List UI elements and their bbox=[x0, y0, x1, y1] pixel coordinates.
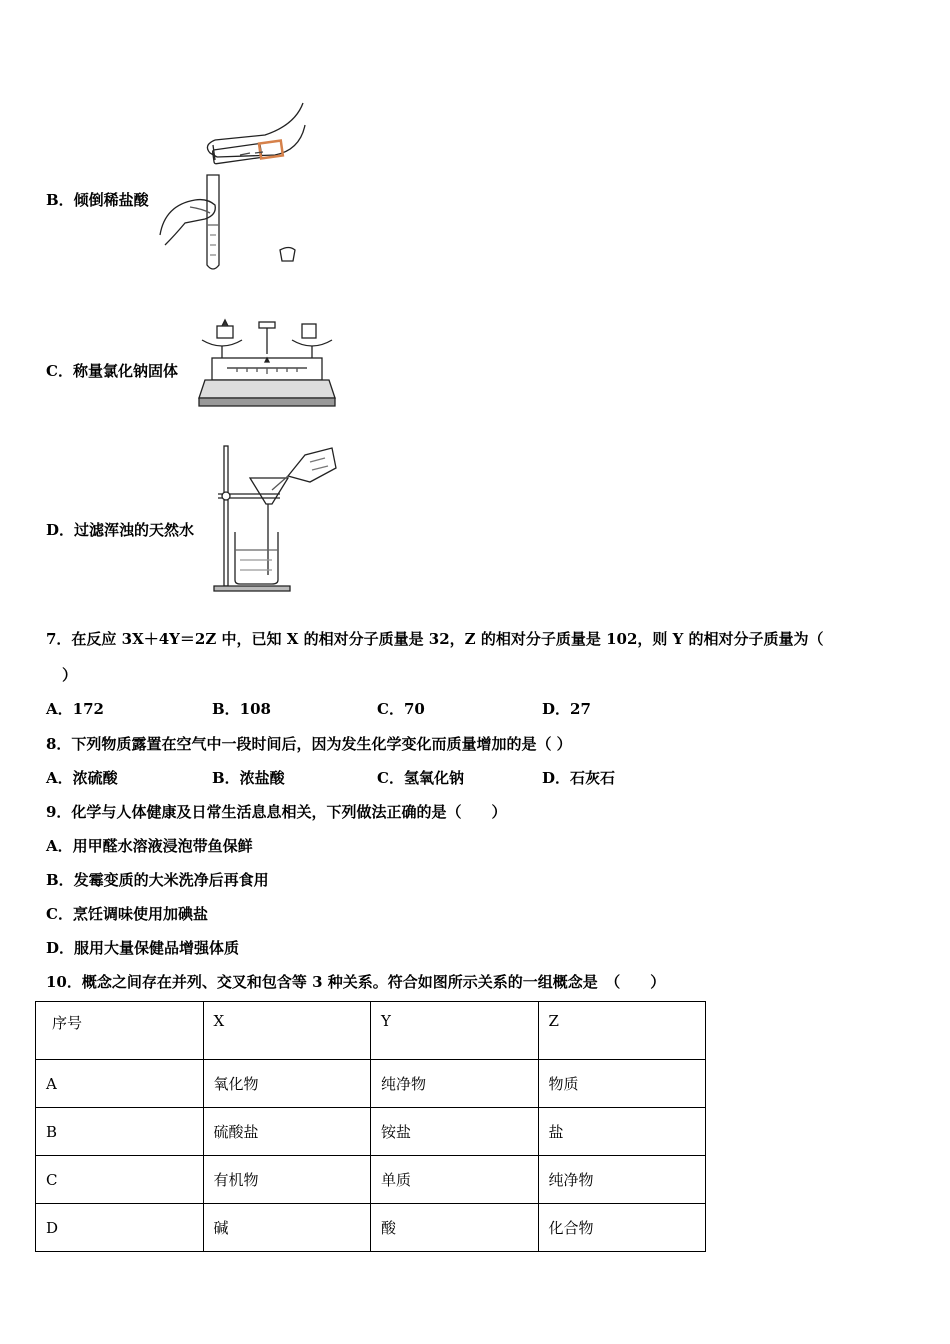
question-8-option-d: D．石灰石 bbox=[542, 769, 616, 787]
question-9-option-d: D．服用大量保健品增强体质 bbox=[46, 939, 240, 957]
table-cell: D bbox=[36, 1204, 204, 1252]
table-cell: 有机物 bbox=[203, 1156, 371, 1204]
table-cell: C bbox=[36, 1156, 204, 1204]
table-cell: 物质 bbox=[538, 1060, 706, 1108]
balance-illustration bbox=[197, 318, 337, 410]
question-8-option-b: B．浓盐酸 bbox=[212, 769, 285, 787]
table-cell: 化合物 bbox=[538, 1204, 706, 1252]
table-header-cell: Z bbox=[538, 1002, 706, 1060]
question-9-option-c: C．烹饪调味使用加碘盐 bbox=[46, 905, 208, 923]
table-cell: 硫酸盐 bbox=[203, 1108, 371, 1156]
question-7-option-a: A．172 bbox=[46, 700, 104, 718]
table-header-row bbox=[36, 1002, 706, 1060]
table-header-cell: X bbox=[203, 1002, 371, 1060]
question-9-option-a: A．用甲醛水溶液浸泡带鱼保鲜 bbox=[46, 837, 253, 855]
question-7-option-d: D．27 bbox=[542, 700, 591, 718]
table-cell: 氧化物 bbox=[203, 1060, 371, 1108]
question-9-option-b: B．发霉变质的大米洗净后再食用 bbox=[46, 871, 269, 889]
table-cell: 纯净物 bbox=[371, 1060, 539, 1108]
question-7-option-c: C．70 bbox=[377, 700, 425, 718]
question-10-stem: 10．概念之间存在并列、交叉和包含等 3 种关系。符合如图所示关系的一组概念是 （ ） bbox=[46, 973, 666, 991]
question-7-stem-end: ） bbox=[62, 666, 78, 684]
question-8-option-c: C．氢氧化钠 bbox=[377, 769, 464, 787]
question-9-stem: 9．化学与人体健康及日常生活息息相关，下列做法正确的是（ ） bbox=[46, 803, 507, 821]
table-header-cell: 序号 bbox=[36, 1002, 204, 1060]
option-d-label: D．过滤浑浊的天然水 bbox=[46, 521, 195, 539]
question-7-option-b: B．108 bbox=[212, 700, 271, 718]
table-cell: 纯净物 bbox=[538, 1156, 706, 1204]
table-row bbox=[36, 1156, 706, 1204]
table-row bbox=[36, 1204, 706, 1252]
table-cell: 碱 bbox=[203, 1204, 371, 1252]
table-header-cell: Y bbox=[371, 1002, 539, 1060]
concept-table bbox=[35, 1001, 706, 1252]
pouring-acid-illustration bbox=[155, 95, 320, 275]
table-row bbox=[36, 1060, 706, 1108]
filtration-illustration bbox=[210, 440, 338, 592]
option-c-label: C．称量氯化钠固体 bbox=[46, 362, 178, 380]
question-8-stem: 8．下列物质露置在空气中一段时间后，因为发生化学变化而质量增加的是（ ） bbox=[46, 735, 572, 753]
table-cell: 铵盐 bbox=[371, 1108, 539, 1156]
question-7-stem: 7．在反应 3X＋4Y＝2Z 中，已知 X 的相对分子质量是 32，Z 的相对分子质量是 102，则 Y 的相对分子质量为（ bbox=[46, 630, 824, 648]
question-8-option-a: A．浓硫酸 bbox=[46, 769, 118, 787]
table-cell: 盐 bbox=[538, 1108, 706, 1156]
table-cell: 单质 bbox=[371, 1156, 539, 1204]
table-row bbox=[36, 1108, 706, 1156]
table-cell: A bbox=[36, 1060, 204, 1108]
table-cell: B bbox=[36, 1108, 204, 1156]
option-b-label: B．倾倒稀盐酸 bbox=[46, 191, 149, 209]
table-cell: 酸 bbox=[371, 1204, 539, 1252]
